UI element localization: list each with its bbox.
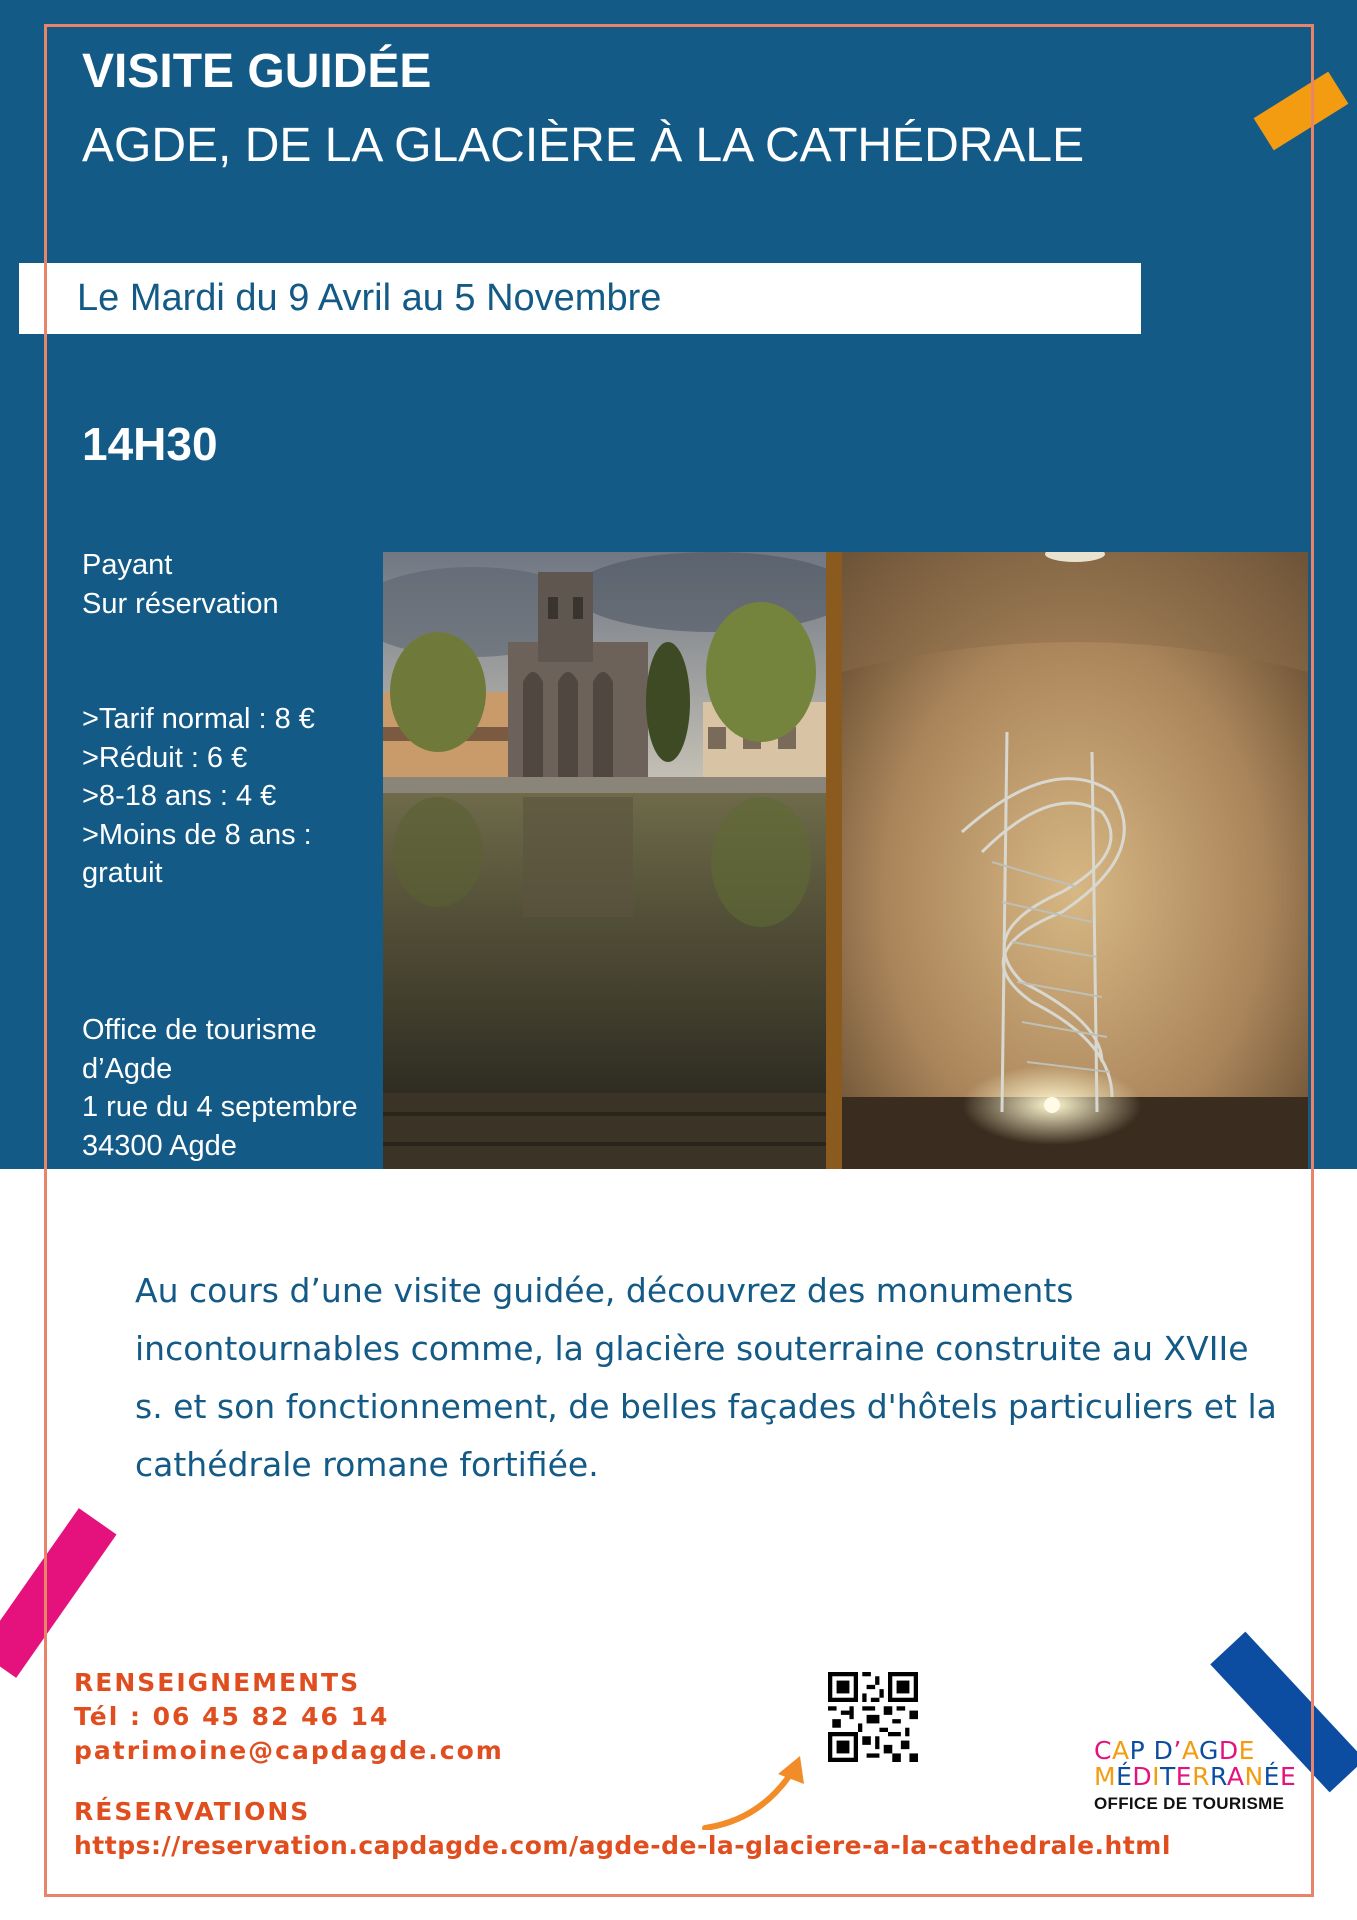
email-link[interactable]: patrimoine@capdagde.com (74, 1736, 504, 1765)
booking-line: Sur réservation (82, 587, 279, 620)
price-list (82, 700, 315, 893)
booking-info (82, 546, 279, 623)
date-banner: Le Mardi du 9 Avril au 5 Novembre (19, 263, 1141, 334)
page-subtitle: AGDE, DE LA GLACIÈRE À LA CATHÉDRALE (82, 119, 1085, 172)
price-line: gratuit (82, 857, 163, 889)
price-line: >Réduit : 6 € (82, 741, 248, 774)
arrow-icon (700, 1750, 820, 1830)
description-text: Au cours d’une visite guidée, découvrez des monuments incontournables comme, la glacière souterraine construite au XVIIe s. et son fonctionnement, de belles façades d'hôtels particuliers et la cathédrale romane fortifiée. (135, 1271, 1277, 1484)
start-time: 14H30 (82, 418, 218, 470)
logo-line-1: CAP D’AGDE (1094, 1736, 1255, 1765)
cathedral-photo (383, 552, 826, 1169)
reservations-heading: RÉSERVATIONS (74, 1797, 311, 1826)
address-block (82, 1011, 358, 1165)
address-line: d’Agde (82, 1052, 173, 1085)
price-line: >8-18 ans : 4 € (82, 780, 277, 812)
price-line: >Tarif normal : 8 € (82, 703, 315, 735)
booking-line: Payant (82, 549, 173, 581)
reservation-link[interactable]: https://reservation.capdagde.com/agde-de-la-glaciere-a-la-cathedrale.html (74, 1831, 1171, 1860)
qr-code[interactable] (828, 1672, 918, 1762)
address-line: Office de tourisme (82, 1014, 317, 1046)
info-heading: RENSEIGNEMENTS (74, 1668, 361, 1697)
pink-accent-stripe (0, 1508, 117, 1678)
logo-subtitle: OFFICE DE TOURISME (1094, 1794, 1285, 1813)
page-title: VISITE GUIDÉE (82, 45, 432, 98)
tourism-office-logo (1094, 1738, 1304, 1814)
price-line: >Moins de 8 ans : (82, 818, 312, 851)
ice-house-photo (842, 552, 1308, 1169)
address-line: 1 rue du 4 septembre (82, 1091, 358, 1123)
logo-line-2: MÉDITERRANÉE (1094, 1762, 1297, 1791)
phone-number[interactable]: Tél : 06 45 82 46 14 (74, 1702, 390, 1731)
address-line: 34300 Agde (82, 1129, 237, 1162)
photo-divider (826, 552, 842, 1169)
